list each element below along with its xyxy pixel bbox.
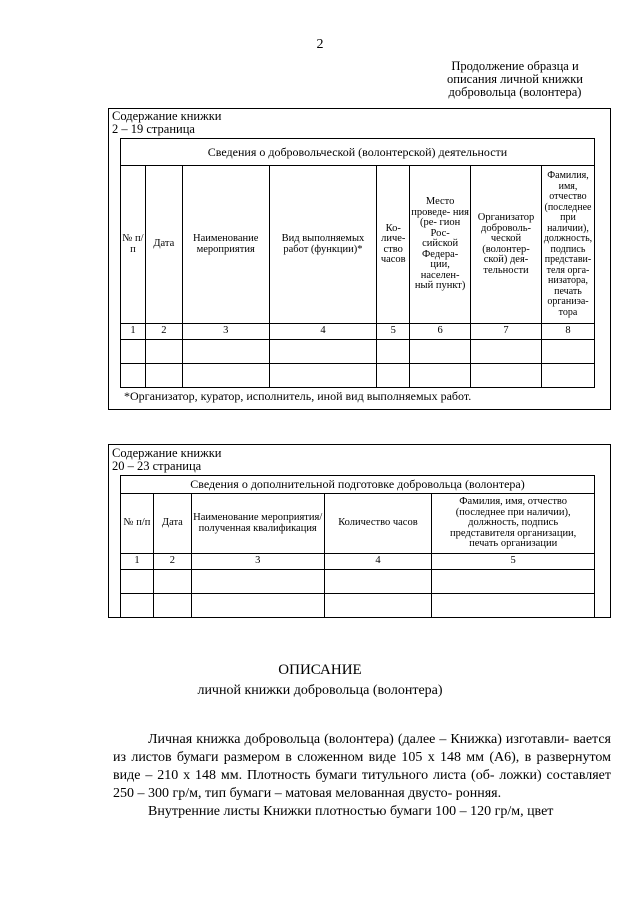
header-cell: № п/п	[121, 166, 146, 324]
section2-label-line: Содержание книжки	[112, 446, 222, 460]
number-cell: 6	[410, 324, 471, 340]
empty-cell[interactable]	[410, 364, 471, 388]
number-cell: 2	[145, 324, 182, 340]
paragraph: Личная книжка добровольца (волонтера) (далее – Книжка) изготавли- вается из листов бумаги размером в сложенном виде 105 х 148 мм (А6), в развернутом виде – 210 х 148 мм. Плотность бумаги титульного листа (об- ложки) составляет 250 – 300 гр/м, тип бумаги – матовая мелованная двусто- ронняя.	[113, 732, 611, 801]
header-cell: Фамилия, имя, отчество (последнее при наличии), должность, подпись представи- теля орга- низатора, печать органиэа- тора	[541, 166, 594, 324]
number-cell: 2	[153, 554, 191, 570]
continuation-note	[420, 60, 610, 99]
empty-cell[interactable]	[541, 340, 594, 364]
header-cell: Дата	[145, 166, 182, 324]
header-cell: Организатор доброволь- ческой (волонтер- ской) дея- тельности	[471, 166, 542, 324]
empty-cell[interactable]	[145, 364, 182, 388]
empty-cell[interactable]	[145, 340, 182, 364]
empty-cell[interactable]	[377, 340, 410, 364]
empty-cell[interactable]	[182, 364, 269, 388]
empty-cell[interactable]	[471, 340, 542, 364]
empty-cell[interactable]	[324, 594, 432, 618]
description-heading: ОПИСАНИЕ	[278, 662, 362, 678]
table-title: Сведения о дополнительной подготовке добровольца (волонтера)	[121, 476, 595, 494]
section2-label	[112, 447, 221, 473]
continuation-line: добровольца (волонтера)	[448, 85, 582, 99]
header-cell: Вид выполняемых работ (функции)*	[269, 166, 377, 324]
empty-cell[interactable]	[153, 594, 191, 618]
empty-cell[interactable]	[121, 364, 146, 388]
empty-cell[interactable]	[191, 570, 324, 594]
page-number: 2	[316, 37, 324, 52]
table-row	[121, 340, 595, 364]
header-cell: Ко- личе- ство часов	[377, 166, 410, 324]
number-cell: 7	[471, 324, 542, 340]
description-subheading: личной книжки добровольца (волонтера)	[197, 683, 443, 698]
number-cell: 1	[121, 554, 154, 570]
header-cell: Дата	[153, 494, 191, 554]
empty-cell[interactable]	[191, 594, 324, 618]
empty-cell[interactable]	[121, 340, 146, 364]
continuation-line: описания личной книжки	[447, 72, 583, 86]
volunteer-activity-table	[120, 138, 595, 388]
empty-cell[interactable]	[121, 570, 154, 594]
header-cell: № п/п	[121, 494, 154, 554]
section1-label-line: Содержание книжки	[112, 109, 222, 123]
table-row	[121, 594, 595, 618]
footnote: *Организатор, куратор, исполнитель, иной вид выполняемых работ.	[124, 389, 472, 403]
number-cell: 3	[182, 324, 269, 340]
empty-cell[interactable]	[541, 364, 594, 388]
description-body	[113, 731, 611, 821]
empty-cell[interactable]	[153, 570, 191, 594]
number-cell: 4	[324, 554, 432, 570]
header-cell: Количество часов	[324, 494, 432, 554]
empty-cell[interactable]	[432, 570, 595, 594]
section1-label	[112, 110, 221, 136]
number-cell: 4	[269, 324, 377, 340]
number-cell: 5	[377, 324, 410, 340]
number-cell: 5	[432, 554, 595, 570]
header-cell: Место проведе- ния (ре- гион Рос- сийской Федера- ции, населен- ный пункт)	[410, 166, 471, 324]
number-cell: 1	[121, 324, 146, 340]
empty-cell[interactable]	[269, 364, 377, 388]
table-title: Сведения о добровольческой (волонтерской) деятельности	[121, 139, 595, 166]
empty-cell[interactable]	[121, 594, 154, 618]
empty-cell[interactable]	[182, 340, 269, 364]
number-cell: 3	[191, 554, 324, 570]
section1-label-line: 2 – 19 страница	[112, 122, 195, 136]
paragraph: Внутренние листы Книжки плотностью бумаги 100 – 120 гр/м, цвет	[148, 804, 554, 819]
table-row	[121, 570, 595, 594]
empty-cell[interactable]	[269, 340, 377, 364]
empty-cell[interactable]	[324, 570, 432, 594]
header-cell: Наименование мероприятия	[182, 166, 269, 324]
empty-cell[interactable]	[432, 594, 595, 618]
header-cell: Фамилия, имя, отчество (последнее при наличии), должность, подпись представителя организации, печать организации	[432, 494, 595, 554]
table-row	[121, 364, 595, 388]
section2-label-line: 20 – 23 страница	[112, 459, 202, 473]
empty-cell[interactable]	[377, 364, 410, 388]
number-cell: 8	[541, 324, 594, 340]
header-cell: Наименование мероприятия/ полученная квалификация	[191, 494, 324, 554]
continuation-line: Продолжение образца и	[451, 59, 579, 73]
empty-cell[interactable]	[410, 340, 471, 364]
empty-cell[interactable]	[471, 364, 542, 388]
additional-training-table	[120, 475, 595, 618]
